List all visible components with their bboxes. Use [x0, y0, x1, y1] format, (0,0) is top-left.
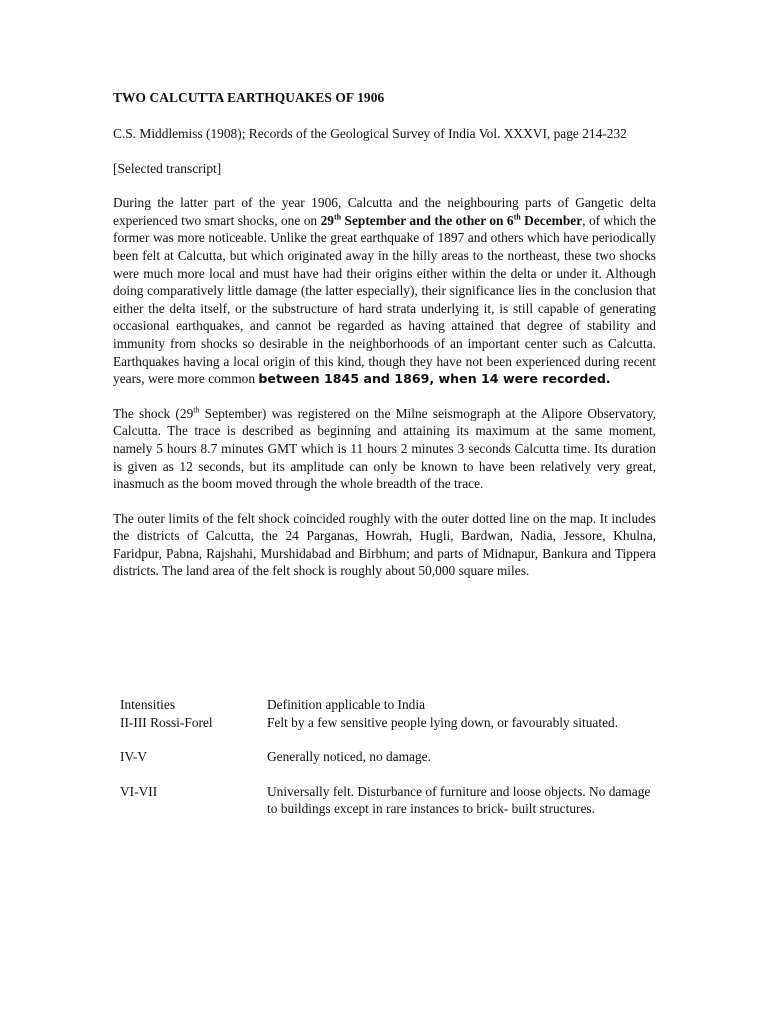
- document-body: [113, 90, 656, 597]
- table-header-definition: Definition applicable to India: [267, 697, 426, 712]
- table-row: [113, 748, 653, 766]
- table-row: [113, 714, 653, 732]
- table-row: [113, 783, 653, 818]
- paragraph-1: [113, 194, 656, 388]
- p1-text-a: During the latter part of the year 1906, Calcutta and the neighbouring parts of Gangetic delta experienced two smart shocks, one on: [113, 195, 656, 228]
- definition-cell: Felt by a few sensitive people lying down, or favourably situated.: [267, 714, 619, 730]
- p1-date-1: 29th September and the other on 6th December: [320, 212, 583, 228]
- document-title: TWO CALCUTTA EARTHQUAKES OF 1906: [113, 90, 385, 105]
- definition-cell: Universally felt. Disturbance of furniture and loose objects. No damage to buildings except in rare instances to brick- built structures.: [267, 783, 651, 817]
- definition-cell: Generally noticed, no damage.: [267, 749, 431, 765]
- table-header-intensities: Intensities: [120, 697, 176, 712]
- p1-text-b: , of which the former was more noticeable. Unlike the great earthquake of 1897 and others which have periodically been felt at Calcutta, but which originated away in the hilly areas to the northeast, these two shocks were much more local and must have had their origins either within the delta or under it. Although doing comparatively little damage (the latter especially), their significance lies in the conclusion that either the delta itself, or the substructure of hard strata underlying it, is still capable of generating occasional earthquakes, and cannot be regarded as having attained that degree of stability and immunity from shocks so desirable in the neighborhoods of an important center such as Calcutta. Earthquakes having a local origin of this kind, though they have not been experienced during recent years, were more common: [113, 212, 657, 387]
- intensity-cell: II-III Rossi-Forel: [120, 714, 213, 730]
- p1-bold-end: between 1845 and 1869, when 14 were recorded.: [258, 371, 611, 387]
- intensity-cell: VI-VII: [120, 783, 158, 799]
- paragraph-3: The outer limits of the felt shock coincided roughly with the outer dotted line on the map. It includes the districts of Calcutta, the 24 Parganas, Howrah, Hugli, Bardwan, Nadia, Jessore, Khulna, Faridpur, Pabna, Rajshahi, Murshidabad and Birbhum; and parts of Midnapur, Bankura and Tippera districts. The land area of the felt shock is roughly about 50,000 square miles.: [113, 510, 656, 579]
- citation: C.S. Middlemiss (1908); Records of the Geological Survey of India Vol. XXXVI, page 214-232: [113, 126, 627, 141]
- intensity-table: [113, 696, 653, 818]
- table-header-row: [113, 696, 653, 714]
- intensity-cell: IV-V: [120, 749, 148, 765]
- paragraph-2: The shock (29th September) was registered on the Milne seismograph at the Alipore Observatory, Calcutta. The trace is described as beginning and attaining its maximum at the same moment, namely 5 hours 8.7 minutes GMT which is 11 hours 2 minutes 3 seconds Calcutta time. Its duration is given as 12 seconds, but its amplitude can only be known to have been relatively very great, inasmuch as the boom moved through the whole breadth of the trace.: [113, 405, 657, 492]
- transcript-note: [Selected transcript]: [113, 160, 222, 176]
